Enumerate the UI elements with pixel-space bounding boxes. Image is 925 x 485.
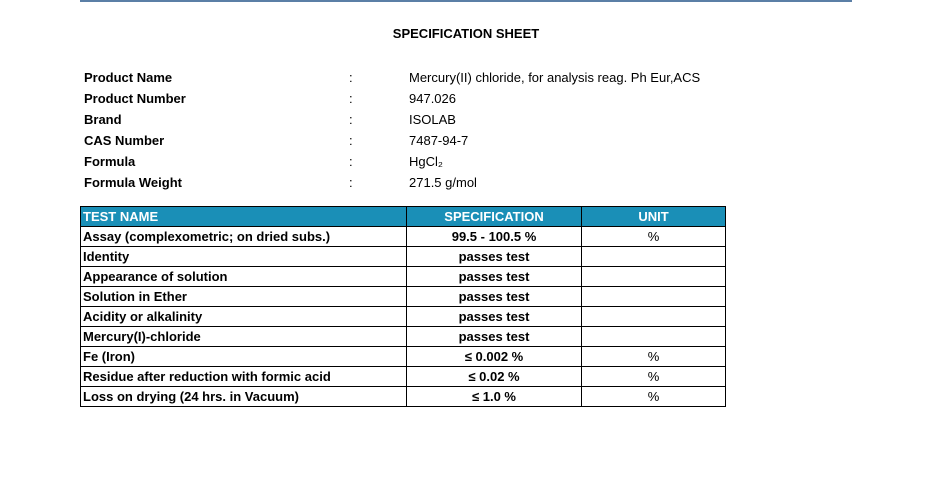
product-info	[84, 67, 784, 193]
test-name-cell: Loss on drying (24 hrs. in Vacuum)	[81, 387, 407, 407]
unit-cell: %	[582, 227, 726, 247]
info-row-brand	[84, 109, 784, 130]
info-value: HgCl₂	[409, 154, 443, 169]
table-row	[81, 287, 726, 307]
test-name-cell: Solution in Ether	[81, 287, 407, 307]
table-header-row	[81, 207, 726, 227]
unit-cell	[582, 267, 726, 287]
unit-cell	[582, 327, 726, 347]
info-row-cas-number	[84, 130, 784, 151]
unit-cell: %	[582, 347, 726, 367]
test-name-cell: Appearance of solution	[81, 267, 407, 287]
specification-cell: passes test	[407, 247, 582, 267]
test-name-cell: Assay (complexometric; on dried subs.)	[81, 227, 407, 247]
specification-cell: passes test	[407, 287, 582, 307]
specification-cell: passes test	[407, 267, 582, 287]
test-name-cell: Identity	[81, 247, 407, 267]
specification-cell: 99.5 - 100.5 %	[407, 227, 582, 247]
info-value: ISOLAB	[409, 112, 456, 127]
info-row-product-number	[84, 88, 784, 109]
specification-cell: passes test	[407, 307, 582, 327]
info-row-formula-weight	[84, 172, 784, 193]
info-value: 947.026	[409, 91, 456, 106]
unit-cell: %	[582, 367, 726, 387]
info-row-product-name	[84, 67, 784, 88]
table-row	[81, 227, 726, 247]
unit-cell	[582, 307, 726, 327]
table-row	[81, 307, 726, 327]
info-colon: :	[349, 70, 353, 85]
unit-cell	[582, 287, 726, 307]
table-row	[81, 327, 726, 347]
info-label: Formula	[84, 154, 136, 169]
test-name-cell: Mercury(I)-chloride	[81, 327, 407, 347]
info-colon: :	[349, 154, 353, 169]
info-value: 7487-94-7	[409, 133, 469, 148]
table-row	[81, 267, 726, 287]
table-row	[81, 367, 726, 387]
specification-cell: ≤ 1.0 %	[407, 387, 582, 407]
table-row	[81, 387, 726, 407]
header-test-name: TEST NAME	[81, 207, 407, 227]
table-row	[81, 247, 726, 267]
specification-cell: passes test	[407, 327, 582, 347]
info-label: Product Name	[84, 70, 173, 85]
unit-cell	[582, 247, 726, 267]
header-unit: UNIT	[582, 207, 726, 227]
info-value: Mercury(II) chloride, for analysis reag. Ph Eur,ACS	[409, 70, 701, 85]
unit-cell: %	[582, 387, 726, 407]
info-value: 271.5 g/mol	[409, 175, 477, 190]
specification-cell: ≤ 0.02 %	[407, 367, 582, 387]
page-title: SPECIFICATION SHEET	[392, 26, 540, 41]
info-label: Formula Weight	[84, 175, 182, 190]
info-row-formula	[84, 151, 784, 172]
test-name-cell: Residue after reduction with formic acid	[81, 367, 407, 387]
test-name-cell: Fe (Iron)	[81, 347, 407, 367]
specification-cell: ≤ 0.002 %	[407, 347, 582, 367]
info-label: Brand	[84, 112, 122, 127]
test-name-cell: Acidity or alkalinity	[81, 307, 407, 327]
info-colon: :	[349, 91, 353, 106]
info-label: CAS Number	[84, 133, 165, 148]
info-colon: :	[349, 175, 353, 190]
top-divider	[80, 0, 852, 2]
table-row	[81, 347, 726, 367]
header-specification: SPECIFICATION	[407, 207, 582, 227]
info-colon: :	[349, 133, 353, 148]
specification-table	[80, 206, 726, 407]
info-colon: :	[349, 112, 353, 127]
info-label: Product Number	[84, 91, 186, 106]
